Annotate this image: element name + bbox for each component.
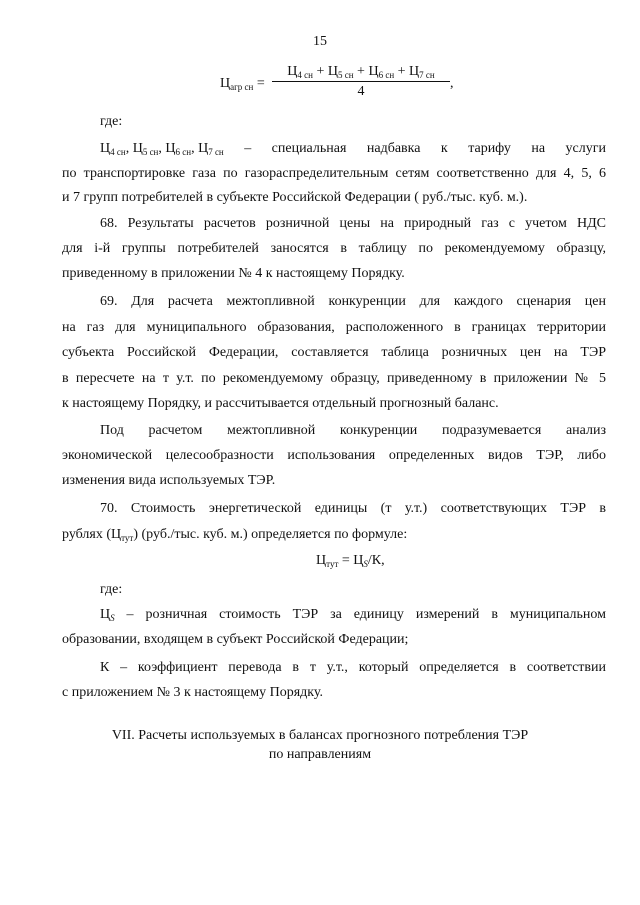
definition-line: образовании, входящем в субъект Российской Федерации; <box>62 632 409 647</box>
text-line: по транспортировке газа по газораспределительным сетям соответственно для 4, 5, 6 <box>62 166 606 181</box>
definition-line: К – коэффициент перевода в т у.т., который определяется в соответствии <box>100 660 606 675</box>
paragraph-69-line: 69. Для расчета межтопливной конкуренции для каждого сценария цен <box>100 294 606 309</box>
paragraph-69-line: субъекта Российской Федерации, составляется таблица розничных цен на ТЭР <box>62 345 606 360</box>
formula-fraction <box>272 64 450 100</box>
paragraph-68-line: 68. Результаты расчетов розничной цены на природный газ с учетом НДС <box>100 216 606 231</box>
paragraph-69b-line: экономической целесообразности использования определенных видов ТЭР, либо <box>62 448 606 463</box>
paragraph-69b-line: изменения вида используемых ТЭР. <box>62 473 276 488</box>
page-number: 15 <box>313 34 327 49</box>
paragraph-70-line: 70. Стоимость энергетической единицы (т у.т.) соответствующих ТЭР в <box>100 501 606 516</box>
paragraph-68-line: приведенному в приложении № 4 к настоящему Порядку. <box>62 266 405 281</box>
paragraph-69-line: к настоящему Порядку, и рассчитывается отдельный прогнозный баланс. <box>62 396 499 411</box>
formula-unit-cost: $Ц_{тут} = Ц_S/К$, <box>316 553 385 569</box>
definition-line: с приложением № 3 к настоящему Порядку. <box>62 685 324 700</box>
paragraph-69-line: в пересчете на т у.т. по рекомендуемому образцу, приведенному в приложении № 5 <box>62 371 606 386</box>
fraction-numerator: $Ц_{4 сн} + Ц_{5 сн} + Ц_{6 сн} + Ц_{7 сн}$ <box>287 64 435 80</box>
where-label: где: <box>100 582 123 597</box>
definition-line: $Ц_S$ – розничная стоимость ТЭР за единицу измерений в муниципальном <box>100 607 606 623</box>
section-heading-line2: по направлениям <box>268 747 372 762</box>
paragraph-68-line: для i-й группы потребителей заносятся в таблицу по рекомендуемому образцу, <box>62 241 606 256</box>
section-heading: VII. Расчеты используемых в балансах прогнозного потребления ТЭР <box>111 728 529 743</box>
paragraph-69-line: на газ для муниципального образования, расположенного в границах территории <box>62 320 606 335</box>
fraction-denominator: 4 <box>357 84 365 99</box>
where-label: где: <box>100 114 123 129</box>
formula-lhs: $Ц_{агр сн}$ = <box>220 76 265 92</box>
paragraph-69b-line: Под расчетом межтопливной конкуренции подразумевается анализ <box>100 423 606 438</box>
fraction-bar <box>272 81 450 82</box>
definition-line: $Ц_{4 сн}$, $Ц_{5 сн}$, $Ц_{6 сн}$, $Ц_{7 сн}$ – специальная надбавка к тарифу на услуги <box>100 141 606 157</box>
paragraph-70-line: рублях $(Ц_{тут})$ (руб./тыс. куб. м.) определяется по формуле: <box>62 527 408 543</box>
definition-symbols: $Ц_{4 сн}$, $Ц_{5 сн}$, $Ц_{6 сн}$, $Ц_{7 сн}$ <box>100 141 224 157</box>
text-line: и 7 групп потребителей в субъекте Российской Федерации ( руб./тыс. куб. м.). <box>62 190 528 205</box>
formula-comma: , <box>450 76 454 91</box>
